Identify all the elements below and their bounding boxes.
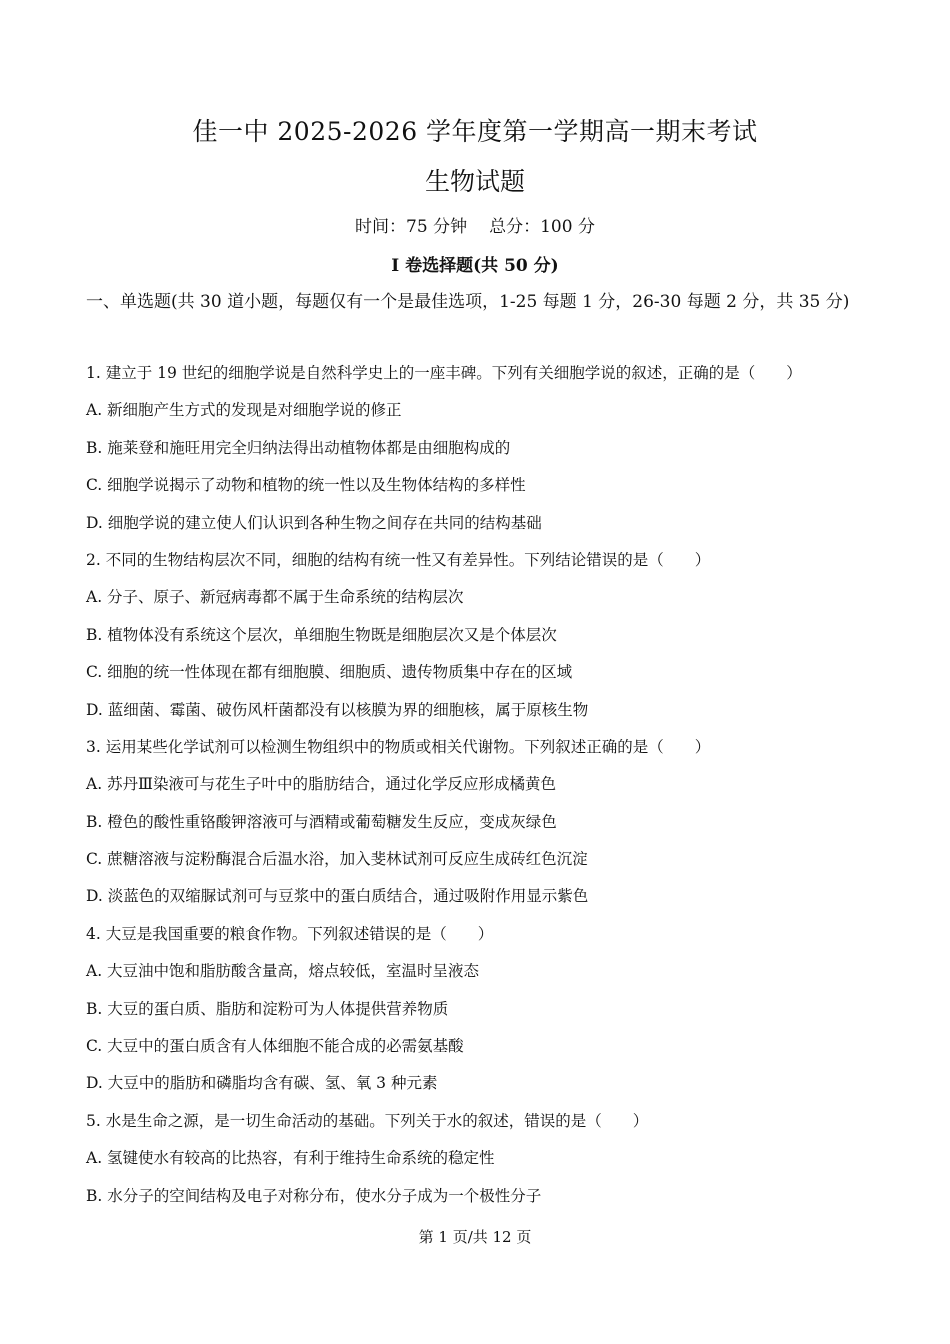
question-stem: 5. 水是生命之源，是一切生命活动的基础。下列关于水的叙述，错误的是（ ） (86, 1111, 649, 1130)
time-label: 时间：75 分钟 (355, 217, 468, 237)
option-c: C. 细胞的统一性体现在都有细胞膜、细胞质、遗传物质集中存在的区域 (86, 663, 573, 682)
option-c: C. 蔗糖溶液与淀粉酶混合后温水浴，加入斐林试剂可反应生成砖红色沉淀 (86, 850, 588, 869)
option-d: D. 蓝细菌、霉菌、破伤风杆菌都没有以核膜为界的细胞核，属于原核生物 (86, 700, 589, 719)
score-label: 总分：100 分 (489, 217, 595, 237)
option-c: C. 大豆中的蛋白质含有人体细胞不能合成的必需氨基酸 (86, 1037, 464, 1056)
option-b: B. 水分子的空间结构及电子对称分布，使水分子成为一个极性分子 (86, 1186, 542, 1205)
page-footer: 第 1 页/共 12 页 (418, 1228, 532, 1246)
option-b: B. 橙色的酸性重铬酸钾溶液可与酒精或葡萄糖发生反应，变成灰绿色 (86, 812, 557, 831)
option-b: B. 施莱登和施旺用完全归纳法得出动植物体都是由细胞构成的 (86, 438, 511, 457)
option-a: A. 分子、原子、新冠病毒都不属于生命系统的结构层次 (86, 588, 464, 607)
question-stem: 2. 不同的生物结构层次不同，细胞的结构有统一性又有差异性。下列结论错误的是（ ） (86, 550, 711, 569)
option-a: A. 苏丹Ⅲ染液可与花生子叶中的脂肪结合，通过化学反应形成橘黄色 (86, 775, 556, 794)
option-a: A. 氢键使水有较高的比热容，有利于维持生命系统的稳定性 (86, 1149, 495, 1168)
section-title: I 卷选择题(共 50 分) (391, 256, 559, 276)
question-list (86, 358, 886, 1218)
exam-meta (0, 212, 950, 237)
question-stem: 4. 大豆是我国重要的粮食作物。下列叙述错误的是（ ） (86, 924, 494, 943)
exam-title: 佳一中 2025-2026 学年度第一学期高一期末考试 (192, 117, 758, 146)
option-a: A. 大豆油中饱和脂肪酸含量高，熔点较低，室温时呈液态 (86, 962, 480, 981)
option-d: D. 细胞学说的建立使人们认识到各种生物之间存在共同的结构基础 (86, 513, 542, 532)
question-stem: 3. 运用某些化学试剂可以检测生物组织中的物质或相关代谢物。下列叙述正确的是（ ） (86, 737, 711, 756)
exam-subject: 生物试题 (424, 167, 525, 196)
option-b: B. 大豆的蛋白质、脂肪和淀粉可为人体提供营养物质 (86, 999, 449, 1018)
option-b: B. 植物体没有系统这个层次，单细胞生物既是细胞层次又是个体层次 (86, 625, 557, 644)
option-a: A. 新细胞产生方式的发现是对细胞学说的修正 (86, 401, 402, 420)
option-c: C. 细胞学说揭示了动物和植物的统一性以及生物体结构的多样性 (86, 476, 526, 495)
question-stem: 1. 建立于 19 世纪的细胞学说是自然科学史上的一座丰碑。下列有关细胞学说的叙述，正确的是（ ） (86, 364, 802, 382)
option-d: D. 淡蓝色的双缩脲试剂可与豆浆中的蛋白质结合，通过吸附作用显示紫色 (86, 887, 589, 906)
section-instructions: 一、单选题(共 30 道小题，每题仅有一个是最佳选项，1-25 每题 1 分，26-30 每题 2 分，共 35 分) (86, 292, 850, 312)
option-d: D. 大豆中的脂肪和磷脂均含有碳、氢、氧 3 种元素 (86, 1074, 438, 1093)
